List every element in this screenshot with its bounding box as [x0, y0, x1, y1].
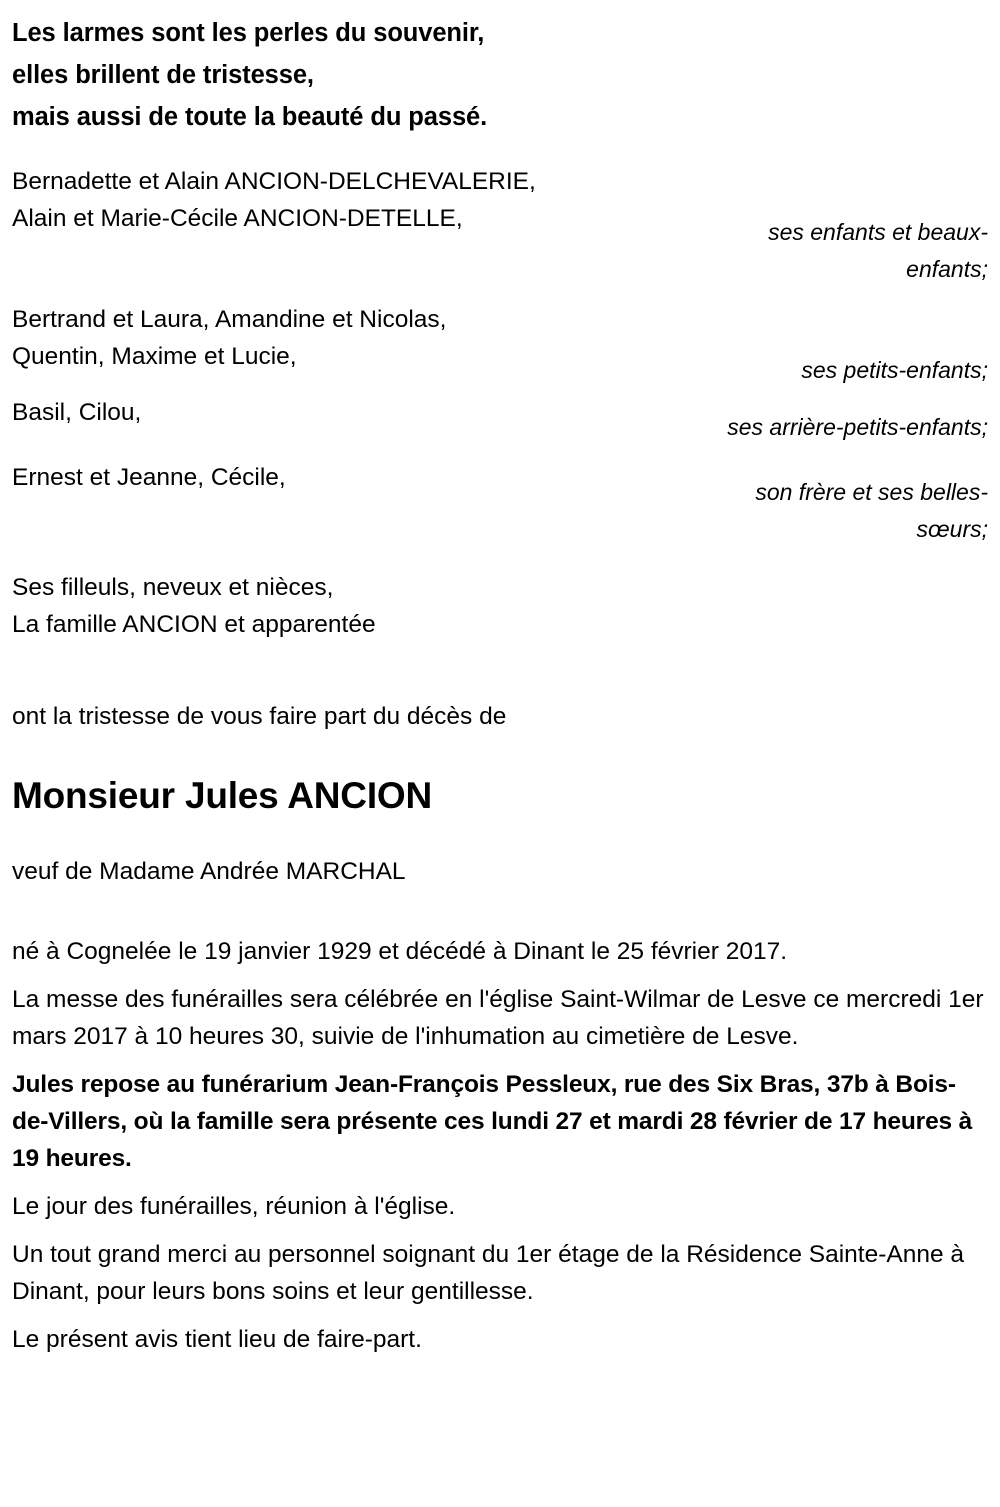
- birth-death-line: né à Cognelée le 19 janvier 1929 et décédé à Dinant le 25 février 2017.: [12, 938, 788, 965]
- grandchildren-relation-label: ses petits-enfants;: [801, 357, 988, 383]
- funerarium-paragraph: Jules repose au funérarium Jean-François Pessleux, rue des Six Bras, 37b à Bois-de-Villers, où la famille sera présente ces lundi 27 et mardi 28 février de 17 heures à 19 heures.: [12, 1071, 973, 1172]
- family-group-great-grandchildren: [12, 395, 988, 446]
- sibling-name-line-1: Ernest et Jeanne, Cécile,: [12, 464, 286, 491]
- spouse-line: veuf de Madame Andrée MARCHAL: [12, 858, 406, 885]
- children-name-line-2: Alain et Marie-Cécile ANCION-DETELLE,: [12, 204, 463, 232]
- children-name-line-1: Bernadette et Alain ANCION-DELCHEVALERIE,: [12, 168, 536, 195]
- memorial-verse: [0, 0, 1000, 138]
- deceased-name: Monsieur Jules ANCION: [12, 775, 432, 816]
- sibling-relation-label: son frère et ses belles-sœurs;: [755, 479, 988, 542]
- details-block: [0, 933, 1000, 1358]
- family-group-children: [12, 164, 988, 288]
- great-grandchildren-names: [12, 395, 141, 432]
- extended-name-line-1: Ses filleuls, neveux et nièces,: [12, 574, 334, 601]
- great-grandchildren-name-line-1: Basil, Cilou,: [12, 399, 142, 426]
- sibling-names: [12, 460, 286, 497]
- notice-paragraph: Le présent avis tient lieu de faire-part.: [12, 1326, 422, 1353]
- announcement-lead-in: ont la tristesse de vous faire part du décès de: [12, 703, 507, 730]
- verse-line-3: mais aussi de toute la beauté du passé.: [12, 103, 488, 131]
- children-names: [12, 164, 536, 237]
- grandchildren-names: [12, 302, 446, 375]
- great-grandchildren-relation-label: ses arrière-petits-enfants;: [727, 414, 988, 440]
- thanks-paragraph: Un tout grand merci au personnel soignant du 1er étage de la Résidence Sainte-Anne à Dinant, pour leurs bons soins et leur gentillesse.: [12, 1241, 965, 1305]
- children-relation-label: ses enfants et beaux-enfants;: [768, 219, 988, 282]
- extended-name-line-2: La famille ANCION et apparentée: [12, 610, 376, 638]
- grandchildren-name-line-2: Quentin, Maxime et Lucie,: [12, 342, 297, 370]
- gathering-paragraph: Le jour des funérailles, réunion à l'église.: [12, 1193, 456, 1220]
- family-group-grandchildren: [12, 302, 988, 389]
- family-listing: [0, 164, 1000, 643]
- family-group-sibling: [12, 460, 988, 548]
- verse-line-2: elles brillent de tristesse,: [12, 61, 314, 89]
- verse-line-1: Les larmes sont les perles du souvenir,: [12, 19, 485, 47]
- extended-family-names: [12, 570, 988, 643]
- grandchildren-name-line-1: Bertrand et Laura, Amandine et Nicolas,: [12, 306, 447, 333]
- funeral-service-paragraph: La messe des funérailles sera célébrée en l'église Saint-Wilmar de Lesve ce mercredi 1er mars 2017 à 10 heures 30, suivie de l'inhumation au cimetière de Lesve.: [12, 986, 984, 1050]
